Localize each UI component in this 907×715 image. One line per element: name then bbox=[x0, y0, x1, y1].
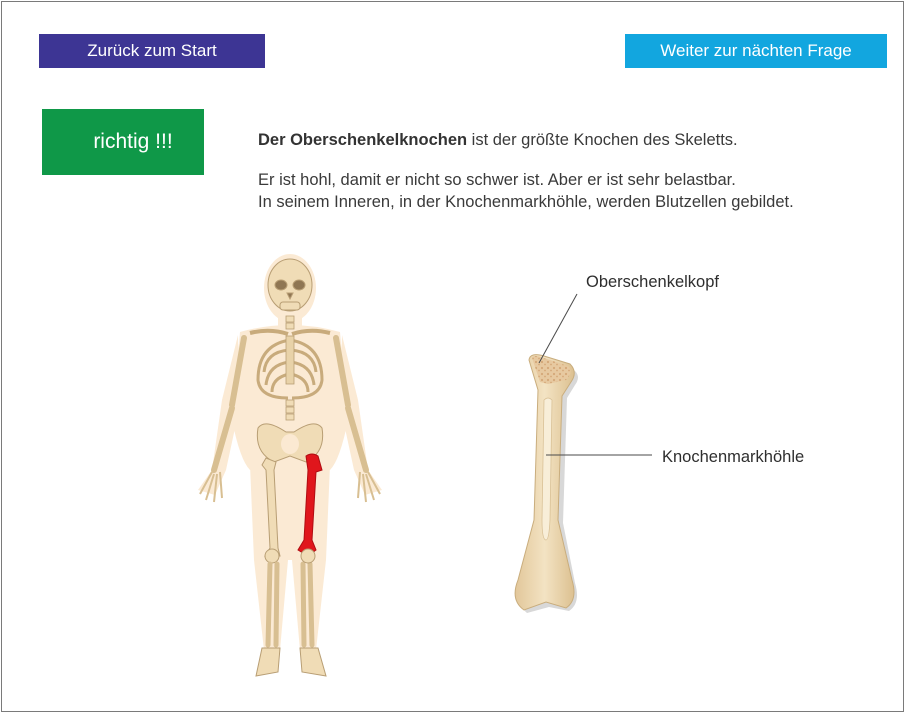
femur-diagram bbox=[515, 294, 652, 613]
next-question-button[interactable]: Weiter zur nächten Frage bbox=[625, 34, 887, 68]
correct-badge: richtig !!! bbox=[42, 109, 204, 175]
info-line-1-rest: ist der größte Knochen des Skeletts. bbox=[467, 131, 738, 149]
info-bold-term: Der Oberschenkelknochen bbox=[258, 131, 468, 149]
info-line-2: Er ist hohl, damit er nicht so schwer ist. Aber er ist sehr belastbar. bbox=[258, 171, 736, 189]
info-line-3: In seinem Inneren, in der Knochenmarkhöhle, werden Blutzellen gebildet. bbox=[258, 193, 794, 211]
back-to-start-button[interactable]: Zurück zum Start bbox=[39, 34, 265, 68]
label-femur-head: Oberschenkelkopf bbox=[586, 273, 719, 291]
label-marrow-cavity: Knochenmarkhöhle bbox=[662, 448, 805, 466]
skeleton-figure bbox=[198, 254, 382, 676]
